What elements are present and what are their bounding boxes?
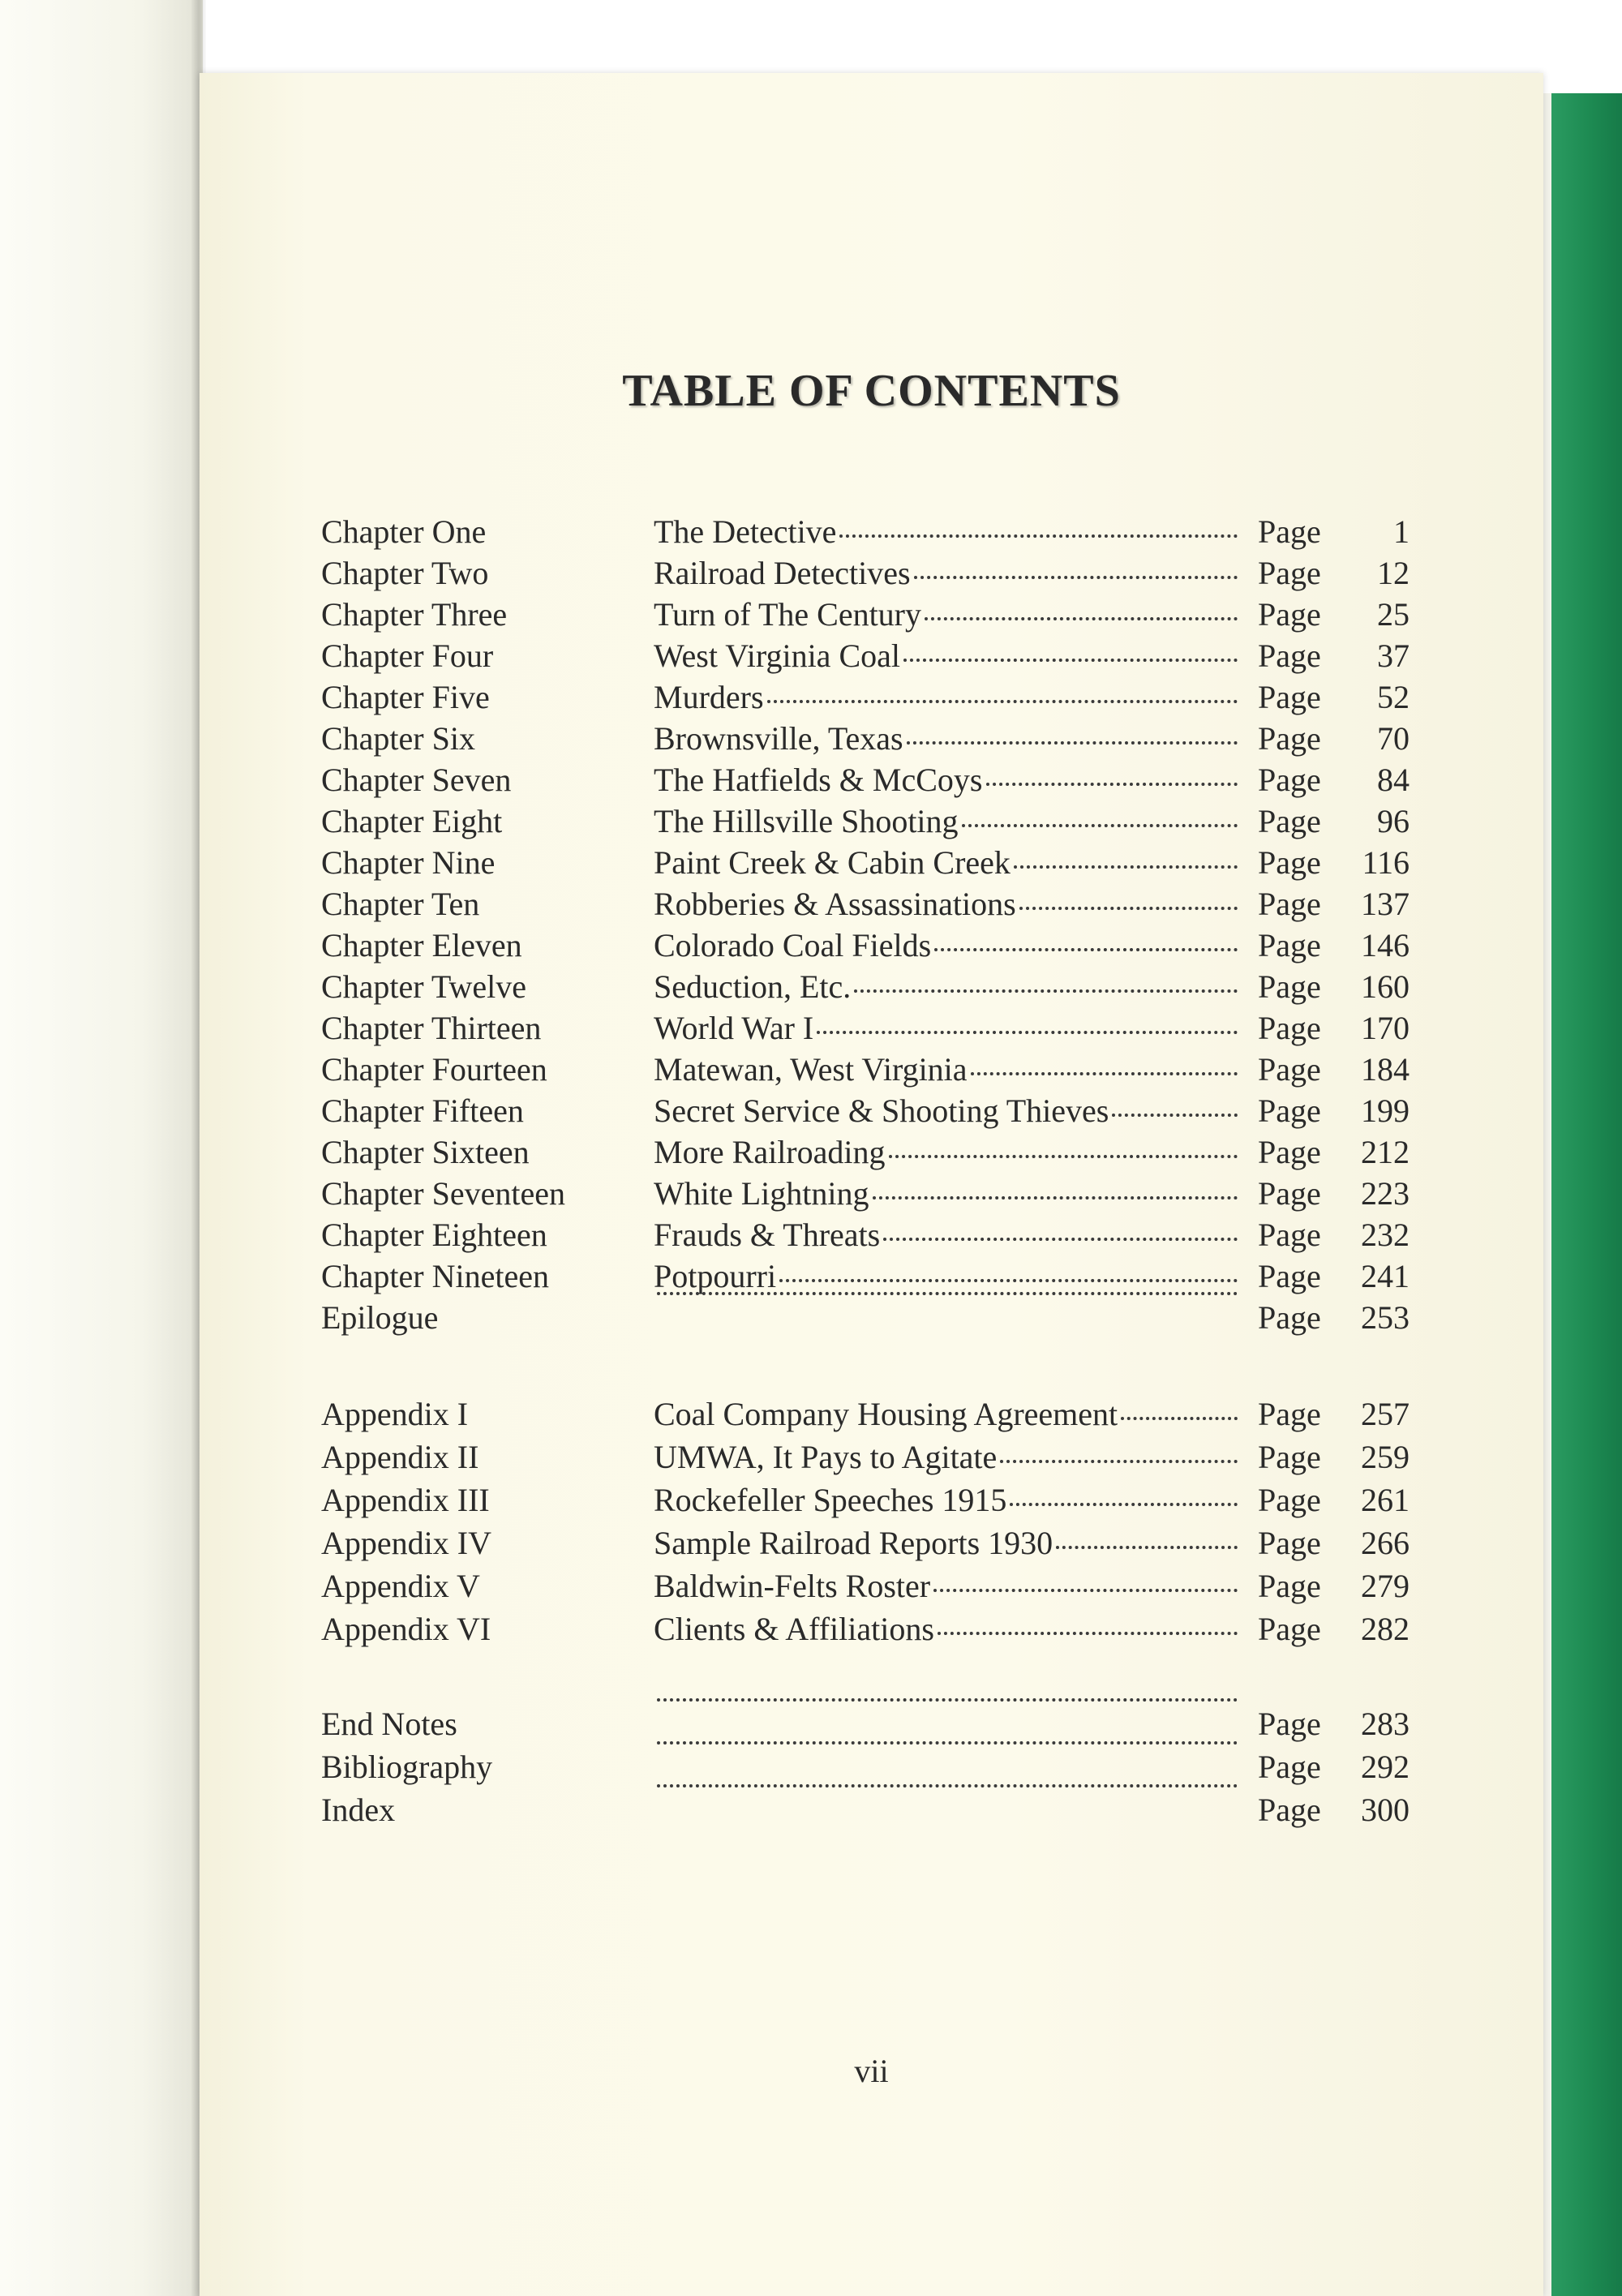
toc-entry-page-word: Page — [1258, 1611, 1321, 1647]
dot-leader — [889, 1155, 1238, 1158]
toc-entry-title-leader — [654, 1090, 1246, 1132]
dot-leader — [854, 989, 1238, 993]
toc-entry-page-number: 70 — [1377, 720, 1410, 757]
toc-entry-page-number: 160 — [1361, 968, 1410, 1005]
toc-entry-title-leader — [654, 1007, 1246, 1049]
toc-entry-label: Epilogue — [321, 1299, 439, 1336]
book-cover-edge — [1543, 93, 1622, 2296]
dot-leader — [767, 700, 1238, 703]
dot-leader — [873, 1196, 1238, 1199]
toc-entry-label: Chapter Five — [321, 679, 490, 715]
toc-entry — [200, 1090, 1543, 1132]
toc-entry-label: Appendix VI — [321, 1611, 491, 1647]
toc-entry-title-leader — [654, 1703, 1246, 1706]
toc-entry-title: West Virginia Coal — [654, 637, 900, 674]
toc-entry-page-word: Page — [1258, 968, 1321, 1005]
toc-entry-label: Appendix II — [321, 1439, 479, 1475]
toc-entry-title-leader — [654, 1393, 1246, 1436]
toc-entry-page-number: 266 — [1361, 1525, 1410, 1561]
toc-entry-label: End Notes — [321, 1706, 457, 1742]
toc-entry — [200, 1565, 1543, 1607]
toc-entry-title-leader — [654, 1436, 1246, 1478]
toc-entry — [200, 1297, 1543, 1339]
toc-entry-page-word: Page — [1258, 844, 1321, 881]
toc-entry-title: Matewan, West Virginia — [654, 1051, 968, 1088]
toc-entry-page-word: Page — [1258, 1258, 1321, 1294]
toc-entry — [200, 842, 1543, 884]
toc-entry-title: World War I — [654, 1010, 814, 1046]
toc-entry-title: The Detective — [654, 513, 837, 550]
toc-entry-title-leader — [654, 1297, 1246, 1300]
dot-leader — [986, 783, 1238, 786]
toc-entry — [200, 800, 1543, 843]
toc-entry-page-word: Page — [1258, 1217, 1321, 1253]
toc-entry-title: Brownsville, Texas — [654, 720, 903, 757]
toc-entry — [200, 1703, 1543, 1745]
contents-page — [200, 73, 1543, 2296]
dot-leader — [971, 1072, 1238, 1075]
toc-entry — [200, 718, 1543, 760]
toc-entry-page-word: Page — [1258, 596, 1321, 633]
toc-entry-page-word: Page — [1258, 1525, 1321, 1561]
toc-entry-page-number: 259 — [1361, 1439, 1410, 1475]
dot-leader — [657, 1698, 1238, 1702]
toc-entry-page-word: Page — [1258, 886, 1321, 922]
toc-entry — [200, 759, 1543, 801]
toc-entry-title-leader — [654, 1049, 1246, 1091]
toc-entry-label: Appendix I — [321, 1396, 469, 1432]
toc-entry-page-word: Page — [1258, 927, 1321, 963]
toc-entry-page-number: 199 — [1361, 1092, 1410, 1129]
toc-entry-label: Chapter Twelve — [321, 968, 527, 1005]
toc-entry-title: Clients & Affiliations — [654, 1611, 934, 1647]
toc-entry — [200, 635, 1543, 677]
toc-entry-page-word: Page — [1258, 1010, 1321, 1046]
toc-entry-page-word: Page — [1258, 1439, 1321, 1475]
toc-entry-title-leader — [654, 635, 1246, 677]
toc-entry-page-number: 300 — [1361, 1792, 1410, 1828]
toc-entry-page-word: Page — [1258, 1299, 1321, 1336]
toc-entry-title-leader — [654, 842, 1246, 884]
toc-entry-title-leader — [654, 676, 1246, 719]
toc-entry-title: Rockefeller Speeches 1915 — [654, 1482, 1007, 1518]
dot-leader — [914, 576, 1238, 579]
toc-entry-label: Chapter Thirteen — [321, 1010, 542, 1046]
toc-entry — [200, 925, 1543, 967]
toc-entry-page-number: 1 — [1393, 513, 1410, 550]
toc-entry-page-number: 232 — [1361, 1217, 1410, 1253]
toc-entry-title-leader — [654, 925, 1246, 967]
toc-entry-title-leader — [654, 1746, 1246, 1749]
page-number-folio: vii — [854, 2053, 889, 2089]
toc-entry — [200, 1746, 1543, 1788]
toc-entry-label: Chapter Two — [321, 555, 489, 591]
toc-entry-page-number: 184 — [1361, 1051, 1410, 1088]
toc-entry-page-word: Page — [1258, 1175, 1321, 1212]
toc-entry-page-number: 253 — [1361, 1299, 1410, 1336]
toc-entry-title-leader — [654, 1565, 1246, 1607]
toc-entry-label: Chapter Six — [321, 720, 475, 757]
dot-leader — [657, 1741, 1238, 1745]
toc-entry-label: Chapter Sixteen — [321, 1134, 530, 1170]
dot-leader — [657, 1784, 1238, 1787]
toc-entry-label: Chapter Fourteen — [321, 1051, 547, 1088]
toc-entry-title: Baldwin-Felts Roster — [654, 1568, 931, 1604]
toc-entry-page-number: 25 — [1377, 596, 1410, 633]
toc-entry — [200, 1436, 1543, 1478]
toc-entry — [200, 676, 1543, 719]
toc-entry-title: Potpourri — [654, 1258, 777, 1294]
toc-entry-title-leader — [654, 552, 1246, 594]
toc-entry-title: The Hillsville Shooting — [654, 803, 959, 839]
toc-entry-page-number: 12 — [1377, 555, 1410, 591]
toc-entry-page-word: Page — [1258, 555, 1321, 591]
dot-leader — [779, 1279, 1238, 1282]
toc-entry — [200, 594, 1543, 636]
dot-leader — [934, 948, 1238, 951]
toc-entry-title: UMWA, It Pays to Agitate — [654, 1439, 998, 1475]
toc-entry-page-number: 37 — [1377, 637, 1410, 674]
toc-entry-page-number: 282 — [1361, 1611, 1410, 1647]
dot-leader — [1056, 1546, 1238, 1549]
toc-entry-page-word: Page — [1258, 637, 1321, 674]
toc-entry — [200, 552, 1543, 594]
toc-entry-page-number: 223 — [1361, 1175, 1410, 1212]
dot-leader — [907, 741, 1238, 745]
dot-leader — [925, 617, 1238, 620]
toc-entry-title-leader — [654, 1214, 1246, 1256]
toc-entry-title: Seduction, Etc. — [654, 968, 852, 1005]
toc-entry-label: Chapter Eight — [321, 803, 503, 839]
toc-entry-page-number: 283 — [1361, 1706, 1410, 1742]
toc-entry-page-word: Page — [1258, 1482, 1321, 1518]
toc-entry-page-number: 212 — [1361, 1134, 1410, 1170]
toc-entry-title-leader — [654, 1608, 1246, 1650]
toc-entry — [200, 883, 1543, 925]
toc-entry-page-number: 241 — [1361, 1258, 1410, 1294]
dot-leader — [1000, 1460, 1238, 1463]
toc-entry-label: Chapter Fifteen — [321, 1092, 524, 1129]
toc-entry-title: Murders — [654, 679, 764, 715]
toc-entry-label: Index — [321, 1792, 396, 1828]
toc-entry-label: Chapter Eleven — [321, 927, 522, 963]
dot-leader — [1019, 907, 1238, 910]
toc-entry-title-leader — [654, 1173, 1246, 1215]
dot-leader — [839, 534, 1238, 538]
toc-entry-title: Railroad Detectives — [654, 555, 911, 591]
toc-entry-title-leader — [654, 594, 1246, 636]
toc-entry — [200, 1608, 1543, 1650]
toc-entry-title-leader — [654, 511, 1246, 553]
toc-entry-page-word: Page — [1258, 762, 1321, 798]
page-title: TABLE OF CONTENTS — [622, 366, 1121, 416]
toc-entry-page-number: 257 — [1361, 1396, 1410, 1432]
dot-leader — [903, 659, 1238, 662]
toc-entry — [200, 1173, 1543, 1215]
dot-leader — [1112, 1114, 1238, 1117]
toc-entry — [200, 1393, 1543, 1436]
toc-entry-page-number: 96 — [1377, 803, 1410, 839]
dot-leader — [657, 1292, 1238, 1295]
toc-entry-title-leader — [654, 718, 1246, 760]
dot-leader — [933, 1589, 1238, 1592]
toc-entry-label: Chapter Seventeen — [321, 1175, 565, 1212]
toc-entry-label: Chapter One — [321, 513, 487, 550]
dot-leader — [1121, 1417, 1238, 1420]
toc-entry-title: Colorado Coal Fields — [654, 927, 932, 963]
toc-entry-page-word: Page — [1258, 1706, 1321, 1742]
toc-entry-label: Chapter Three — [321, 596, 508, 633]
toc-entry-title: Secret Service & Shooting Thieves — [654, 1092, 1109, 1129]
facing-page — [0, 0, 203, 2296]
toc-entry-page-word: Page — [1258, 1792, 1321, 1828]
toc-entry-title: The Hatfields & McCoys — [654, 762, 983, 798]
toc-entry-label: Chapter Four — [321, 637, 494, 674]
toc-entry-page-word: Page — [1258, 1092, 1321, 1129]
toc-entry-label: Chapter Eighteen — [321, 1217, 547, 1253]
toc-entry-title-leader — [654, 1522, 1246, 1564]
dot-leader — [938, 1632, 1238, 1635]
toc-entry-label: Bibliography — [321, 1749, 493, 1785]
toc-entry-title-leader — [654, 1789, 1246, 1792]
dot-leader — [883, 1238, 1238, 1241]
toc-entry-title: Paint Creek & Cabin Creek — [654, 844, 1011, 881]
dot-leader — [962, 824, 1238, 827]
toc-entry-label: Appendix V — [321, 1568, 480, 1604]
toc-entry-title-leader — [654, 1131, 1246, 1174]
toc-entry-label: Appendix IV — [321, 1525, 491, 1561]
toc-entry-page-word: Page — [1258, 513, 1321, 550]
toc-entry — [200, 511, 1543, 553]
toc-entry-label: Chapter Seven — [321, 762, 512, 798]
toc-entry-page-word: Page — [1258, 720, 1321, 757]
toc-entry-title: Coal Company Housing Agreement — [654, 1396, 1118, 1432]
toc-entry — [200, 1049, 1543, 1091]
toc-entry-page-number: 292 — [1361, 1749, 1410, 1785]
toc-entry — [200, 1131, 1543, 1174]
toc-entry-title-leader — [654, 883, 1246, 925]
toc-entry-label: Chapter Ten — [321, 886, 480, 922]
toc-entry — [200, 1789, 1543, 1831]
toc-entry-page-number: 170 — [1361, 1010, 1410, 1046]
toc-entry — [200, 1214, 1543, 1256]
toc-entry-page-number: 137 — [1361, 886, 1410, 922]
toc-entry-page-number: 52 — [1377, 679, 1410, 715]
toc-entry-page-word: Page — [1258, 1051, 1321, 1088]
toc-entry-page-word: Page — [1258, 1134, 1321, 1170]
toc-entry-label: Chapter Nineteen — [321, 1258, 549, 1294]
toc-entry-page-word: Page — [1258, 1749, 1321, 1785]
toc-entry-title: White Lightning — [654, 1175, 869, 1212]
toc-entry-page-word: Page — [1258, 1396, 1321, 1432]
toc-entry-title: Robberies & Assassinations — [654, 886, 1016, 922]
toc-entry-title: More Railroading — [654, 1134, 886, 1170]
toc-entry — [200, 966, 1543, 1008]
toc-entry-page-number: 279 — [1361, 1568, 1410, 1604]
toc-entry-title-leader — [654, 966, 1246, 1008]
dot-leader — [1014, 865, 1238, 869]
toc-entry — [200, 1522, 1543, 1564]
toc-entry-page-number: 84 — [1377, 762, 1410, 798]
toc-entry-page-word: Page — [1258, 679, 1321, 715]
toc-entry — [200, 1007, 1543, 1049]
toc-entry — [200, 1479, 1543, 1521]
dot-leader — [1010, 1503, 1238, 1506]
toc-entry-label: Chapter Nine — [321, 844, 496, 881]
toc-entry-title: Turn of The Century — [654, 596, 921, 633]
toc-entry-title-leader — [654, 800, 1246, 843]
toc-entry-page-number: 146 — [1361, 927, 1410, 963]
toc-entry-title: Frauds & Threats — [654, 1217, 881, 1253]
dot-leader — [817, 1031, 1238, 1034]
toc-entry-title-leader — [654, 1479, 1246, 1521]
toc-entry-page-number: 261 — [1361, 1482, 1410, 1518]
toc-entry-title-leader — [654, 759, 1246, 801]
toc-entry-page-word: Page — [1258, 1568, 1321, 1604]
page-block-edge — [1543, 93, 1551, 2296]
toc-entry-title: Sample Railroad Reports 1930 — [654, 1525, 1053, 1561]
toc-entry-page-number: 116 — [1362, 844, 1410, 881]
toc-entry-page-word: Page — [1258, 803, 1321, 839]
toc-entry-label: Appendix III — [321, 1482, 490, 1518]
